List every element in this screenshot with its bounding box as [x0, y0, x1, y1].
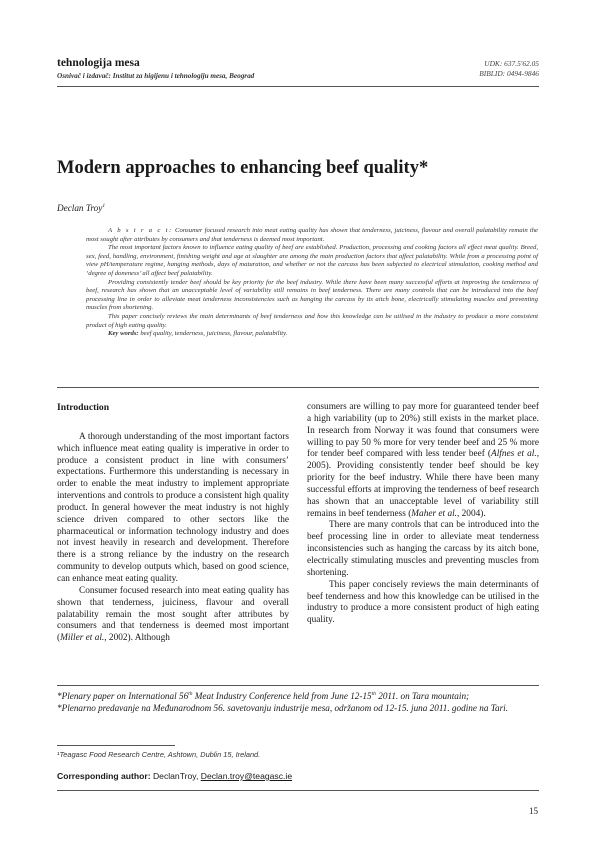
conference-notes	[57, 688, 539, 714]
keywords-text: beef quality, tenderness, juiciness, flavour, palatability.	[140, 330, 288, 338]
author-name: Declan Troy	[57, 203, 103, 214]
notes-rule	[57, 685, 539, 686]
page-number: 15	[529, 806, 538, 816]
biblid-code: BIBLID: 0494-9846	[479, 69, 539, 78]
intro-paragraph-3: There are many controls that can be introduced into the beef processing line in order to alleviate meat tenderness inconsistencies such as hanging the carcass by its aitch bone, electrically stimulating muscles and preventing muscles from shortening.	[307, 520, 539, 578]
intro-paragraph-2-continued: consumers are willing to pay more for guaranteed tender beef a high variability (up to 20%) still exists in the market place. In research from Norway it was found that consumers were willing to pay 50 % more for very tender beef and 25 % more for tender beef compared with less tender beef (Alfnes et al., 2005). Providing consistently tender beef should be key priority for the beef industry. While there have been many successful efforts at improving the tenderness of beef research has shown that an unacceptable level of variability still remains in beef tenderness (Maher et al., 2004).	[307, 402, 540, 519]
abstract-label: A b s t r a c t:	[108, 227, 173, 234]
keywords-label: Key words:	[108, 330, 139, 338]
abstract-paragraph-4: This paper concisely reviews the main determinants of beef tenderness and how this knowledge can be utilised in the industry to produce a more consistent product of high eating quality.	[86, 312, 538, 329]
section-heading-introduction: Introduction	[57, 402, 110, 413]
citation-maher: Maher et al.	[411, 508, 457, 519]
abstract-rule	[57, 387, 539, 388]
publisher-line: Osnivač i izdavač: Institut za higijenu i tehnologiju mesa, Beograd	[57, 72, 255, 80]
intro-paragraph-4: This paper concisely reviews the main determinants of beef tenderness and how this knowledge can be utilised in the industry to produce a more consistent product of high eating quality.	[307, 579, 539, 626]
abstract-paragraph-1: A b s t r a c t: Consumer focused research into meat eating quality has shown that tenderness, juiciness, flavour and overall palatability remain the most sought after attributes by consumers and that tenderness is deemed most important.	[86, 227, 539, 243]
footer-rule	[57, 790, 539, 791]
header-rule	[57, 86, 539, 87]
abstract-paragraph-3: Providing consistently tender beef should be key priority for the beef industry. While there have been many successful efforts at improving the tenderness of beef, research has shown that an unacceptable level of variability still remains in beef tenderness. There are many controls that can be introduced into the beef processing line in order to alleviate meat tenderness inconsistencies such as hanging the carcass by its aitch bone, electrically stimulating muscles and preventing muscles from shortening.	[86, 278, 538, 312]
intro-paragraph-2: Consumer focused research into meat eating quality has shown that tenderness, juiciness, flavour and overall palatability remain the most sought after attributes by consumers and that tenderness is deemed most important (Miller et al., 2002). Although	[57, 585, 289, 644]
author-affil-mark: 1	[102, 203, 106, 209]
journal-header	[57, 57, 539, 80]
keywords	[86, 330, 538, 339]
affiliation-rule	[57, 745, 175, 746]
abstract-paragraph-2: The most important factors known to influence eating quality of beef are established. Production, processing and cooking factors all effect meat quality. Breed, sex, feed, handling, environment, finishing weight and age at slaughter are among the main production factors that affect palatability. While from a processing point of view pH/temperature regime, hanging methods, days of maturation, and whether or not the carcass has been subjected to electrical stimulation, cooking method and ‘degree of doneness’ all affect beef palatability.	[86, 244, 538, 277]
author-affiliation: ¹Teagasc Food Research Centre, Ashtown, Dublin 15, Ireland.	[57, 750, 261, 759]
corresponding-label: Corresponding author:	[57, 771, 151, 781]
plenary-note-en: *Plenary paper on International 56th Meat Industry Conference held from June 12-15th 2011. on Tara mountain;	[57, 691, 470, 702]
body-column-right	[307, 402, 539, 627]
udk-code: UDK: 637.5'62.05	[484, 59, 539, 68]
author-line	[57, 203, 105, 213]
citation-miller: Miller et al.	[60, 633, 105, 644]
plenary-note-sr: *Plenarno predavanje na Međunarodnom 56. savetovanju industrije mesa, održanom od 12-15. juna 2011. godine na Tari.	[57, 703, 509, 714]
author-email-link[interactable]: Declan.troy@teagasc.ie	[200, 771, 293, 781]
citation-alfnes: Alfnes et al.	[491, 449, 537, 460]
journal-title: tehnologija mesa	[57, 57, 140, 69]
intro-paragraph-1: A thorough understanding of the most important factors which influence meat eating quality is imperative in order to produce a consistent product in line with consumers’ expectations. Furthermore this understanding is necessary in order to enable the meat industry to implement appropriate interventions and controls to produce a consistent high quality product. In general however the meat industry is not highly science driven compared to other sectors like the pharmaceutical or information technology industry and does not invest heavily in research and development. Therefore there is a strong reliance by the industry on the research community to develop outputs which, based on good science, can enhance meat eating quality.	[57, 431, 289, 584]
body-column-left	[57, 402, 289, 645]
abstract	[86, 227, 538, 339]
journal-ids	[479, 59, 539, 79]
paper-title: Modern approaches to enhancing beef quality*	[57, 158, 429, 178]
corresponding-author: Corresponding author: DeclanTroy, Declan.troy@teagasc.ie	[57, 771, 293, 781]
